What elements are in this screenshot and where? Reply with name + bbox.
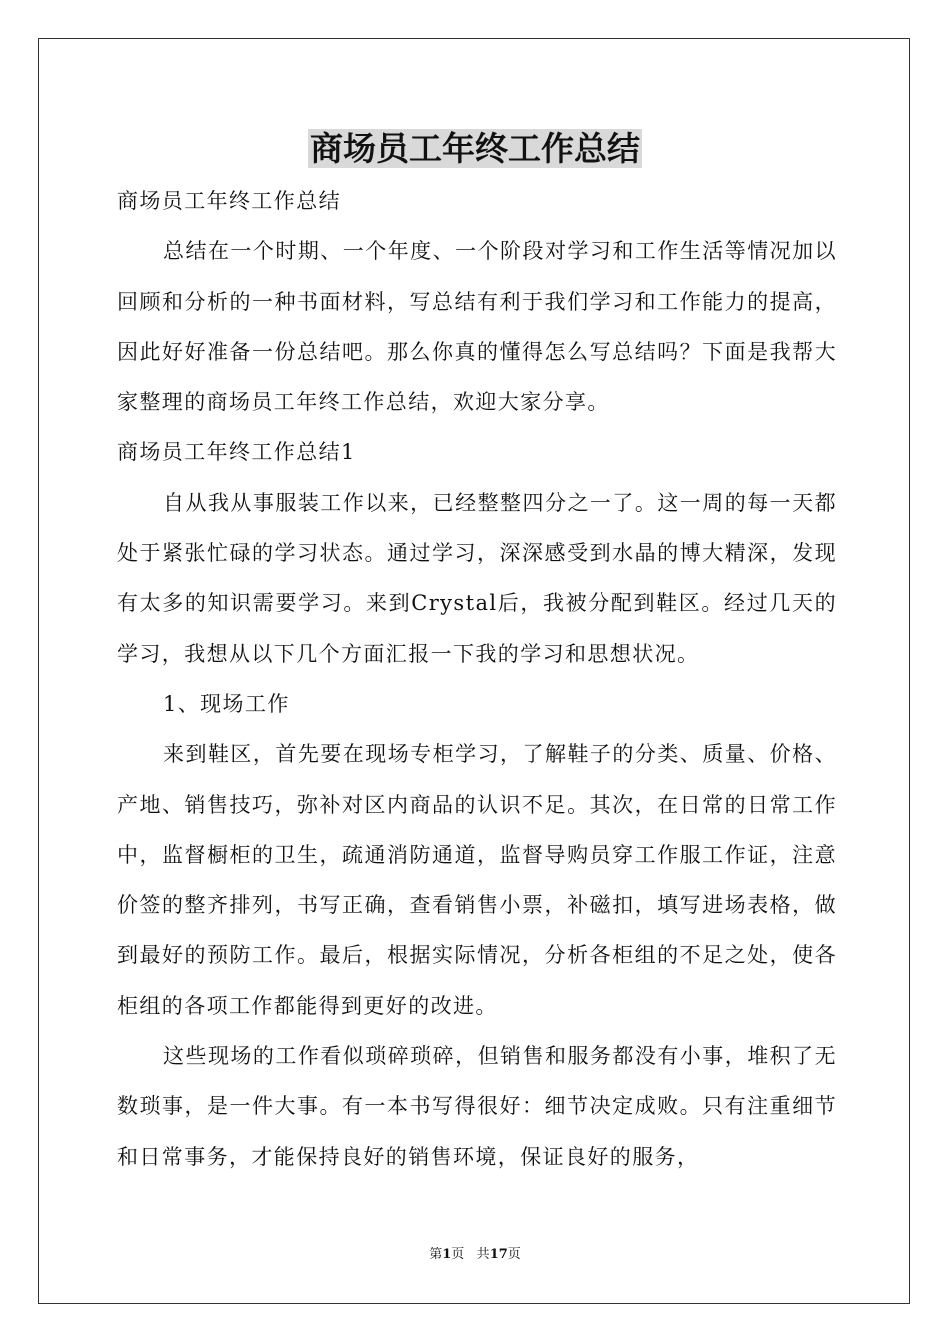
document-title-text: 商场员工年终工作总结 [310,129,640,168]
page-number: 1 [442,1247,452,1262]
page-footer [0,1246,950,1264]
page-label-prefix: 第 [429,1247,443,1262]
total-label-suffix: 页 [507,1247,521,1262]
body-paragraph: 这些现场的工作看似琐碎琐碎，但销售和服务都没有小事，堆积了无数琐事，是一件大事。有一本书写得很好：细节决定成败。只有注重细节和日常事务，才能保持良好的销售环境，保证良好的服务， [117,1044,837,1169]
intro-paragraph: 总结在一个时期、一个年度、一个阶段对学习和工作生活等情况加以回顾和分析的一种书面材料，写总结有利于我们学习和工作能力的提高，因此好好准备一份总结吧。那么你真的懂得怎么写总结吗？下面是我帮大家整理的商场员工年终工作总结，欢迎大家分享。 [117,239,837,415]
body-paragraph: 自从我从事服装工作以来，已经整整四分之一了。这一周的每一天都处于紧张忙碌的学习状态。通过学习，深深感受到水晶的博大精深，发现有太多的知识需要学习。来到Crystal后，我被分配到鞋区。经过几天的学习，我想从以下几个方面汇报一下我的学习和思想状况。 [117,490,837,666]
total-label-prefix: 共 [476,1247,490,1262]
document-title [0,124,950,174]
body-paragraph: 来到鞋区，首先要在现场专柜学习，了解鞋子的分类、质量、价格、产地、销售技巧，弥补对区内商品的认识不足。其次，在日常的日常工作中，监督橱柜的卫生，疏通消防通道，监督导购员穿工作服工作证，注意价签的整齐排列，书写正确，查看销售小票，补磁扣，填写进场表格，做到最好的预防工作。最后，根据实际情况，分析各柜组的不足之处，使各柜组的各项工作都能得到更好的改进。 [117,742,837,1018]
section-heading-1: 商场员工年终工作总结1 [117,440,356,465]
subtitle-paragraph: 商场员工年终工作总结 [117,189,341,213]
subsection-heading: 1、现场工作 [163,691,290,716]
document-body [117,176,837,1182]
total-pages: 17 [489,1247,508,1262]
page-label-suffix: 页 [451,1247,465,1262]
